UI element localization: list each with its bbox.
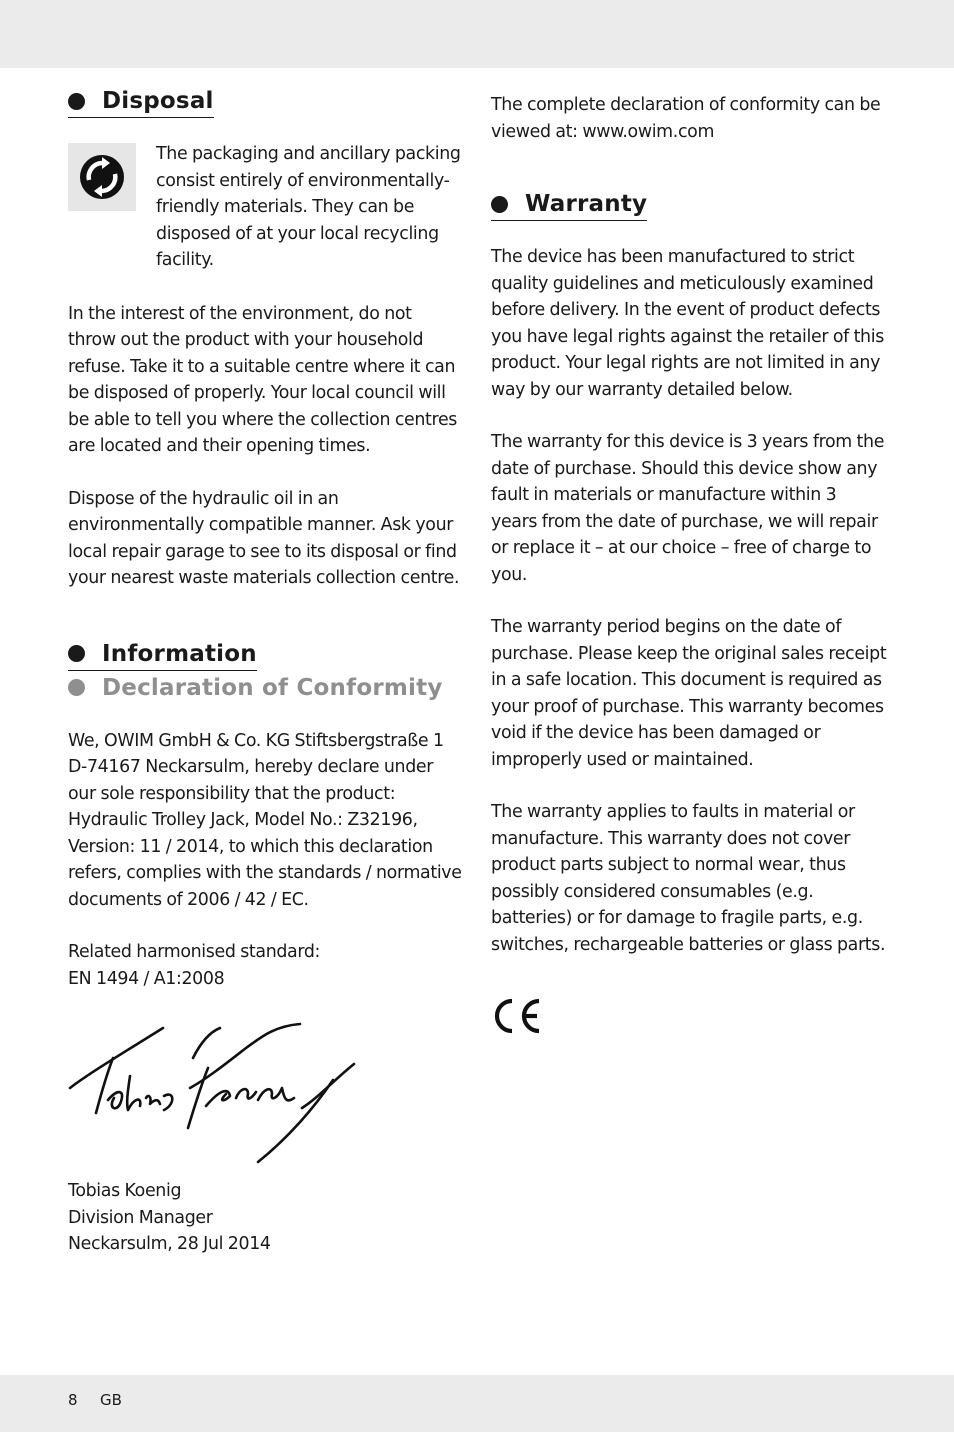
declaration-heading-text: Declaration of Conformity xyxy=(102,674,443,701)
left-column xyxy=(68,88,464,1258)
warranty-paragraph-3: The warranty period begins on the date of purchase. Please keep the original sales receipt in a safe location. This document is required as your proof of purchase. This warranty becomes void if the device has been damaged or improperly used or maintained. xyxy=(491,617,887,770)
signer-place-date: Neckarsulm, 28 Jul 2014 xyxy=(68,1234,271,1254)
recycle-icon xyxy=(68,143,136,211)
warranty-paragraph-1: The device has been manufactured to strict quality guidelines and meticulously examined before delivery. In the event of product defects you have legal rights against the retailer of this product. Your legal rights are not limited in any way by our warranty detailed below. xyxy=(491,247,884,400)
disposal-paragraph-2: Dispose of the hydraulic oil in an environmentally compatible manner. Ask your local repair garage to see to its disposal or find your nearest waste materials collection centre. xyxy=(68,488,460,588)
declaration-heading xyxy=(68,675,443,704)
disposal-paragraph-1: In the interest of the environment, do not throw out the product with your household refuse. Take it to a suitable centre where it can be disposed of properly. Your local council will be able to tell you where the collection centres are located and their opening times. xyxy=(68,303,458,456)
disposal-intro-text: The packaging and ancillary packing consist entirely of environmentally-friendly materials. They can be disposed of at your local recycling facility. xyxy=(156,144,461,270)
information-heading-text: Information xyxy=(102,640,257,667)
bullet-icon xyxy=(68,645,85,662)
footer-band xyxy=(0,1375,954,1432)
bullet-icon xyxy=(68,93,85,110)
warranty-heading xyxy=(491,191,647,221)
warranty-heading-text: Warranty xyxy=(525,191,648,217)
language-code: GB xyxy=(100,1391,122,1409)
information-heading xyxy=(68,641,257,671)
warranty-paragraph-2: The warranty for this device is 3 years from the date of purchase. Should this device show any fault in materials or manufacture within 3 years from the date of purchase, we will repair or replace it – at our choice – free of charge to you. xyxy=(491,432,885,585)
standard-label: Related harmonised standard: xyxy=(68,942,321,962)
signature xyxy=(68,1018,368,1168)
declaration-text: We, OWIM GmbH & Co. KG Stiftsbergstraße 1 D-74167 Neckarsulm, hereby declare under our sole responsibility that the product: Hydraulic Trolley Jack, Model No.: Z32196, Version: 11 / 2014, to which this declaration refers, complies with the standards / normative documents of 2006 / 42 / EC. xyxy=(68,730,462,910)
disposal-heading-text: Disposal xyxy=(102,88,214,114)
signer-title: Division Manager xyxy=(68,1207,213,1228)
full-declaration-text: The complete declaration of conformity can be viewed at: www.owim.com xyxy=(491,95,881,142)
disposal-intro xyxy=(68,141,464,274)
header-band xyxy=(0,0,954,68)
disposal-heading xyxy=(68,88,214,118)
ce-mark-icon xyxy=(491,996,543,1036)
bullet-icon xyxy=(68,679,85,696)
warranty-paragraph-4: The warranty applies to faults in material or manufacture. This warranty does not cover product parts subject to normal wear, thus possibly considered consumables (e.g. batteries) or for damage to fragile parts, e.g. switches, rechargeable batteries or glass parts. xyxy=(491,802,886,955)
right-column xyxy=(491,92,887,1036)
signer-name: Tobias Koenig xyxy=(68,1181,182,1201)
page-number: 8 xyxy=(68,1391,78,1409)
bullet-icon xyxy=(491,196,508,213)
standard-value: EN 1494 / A1:2008 xyxy=(68,968,225,989)
